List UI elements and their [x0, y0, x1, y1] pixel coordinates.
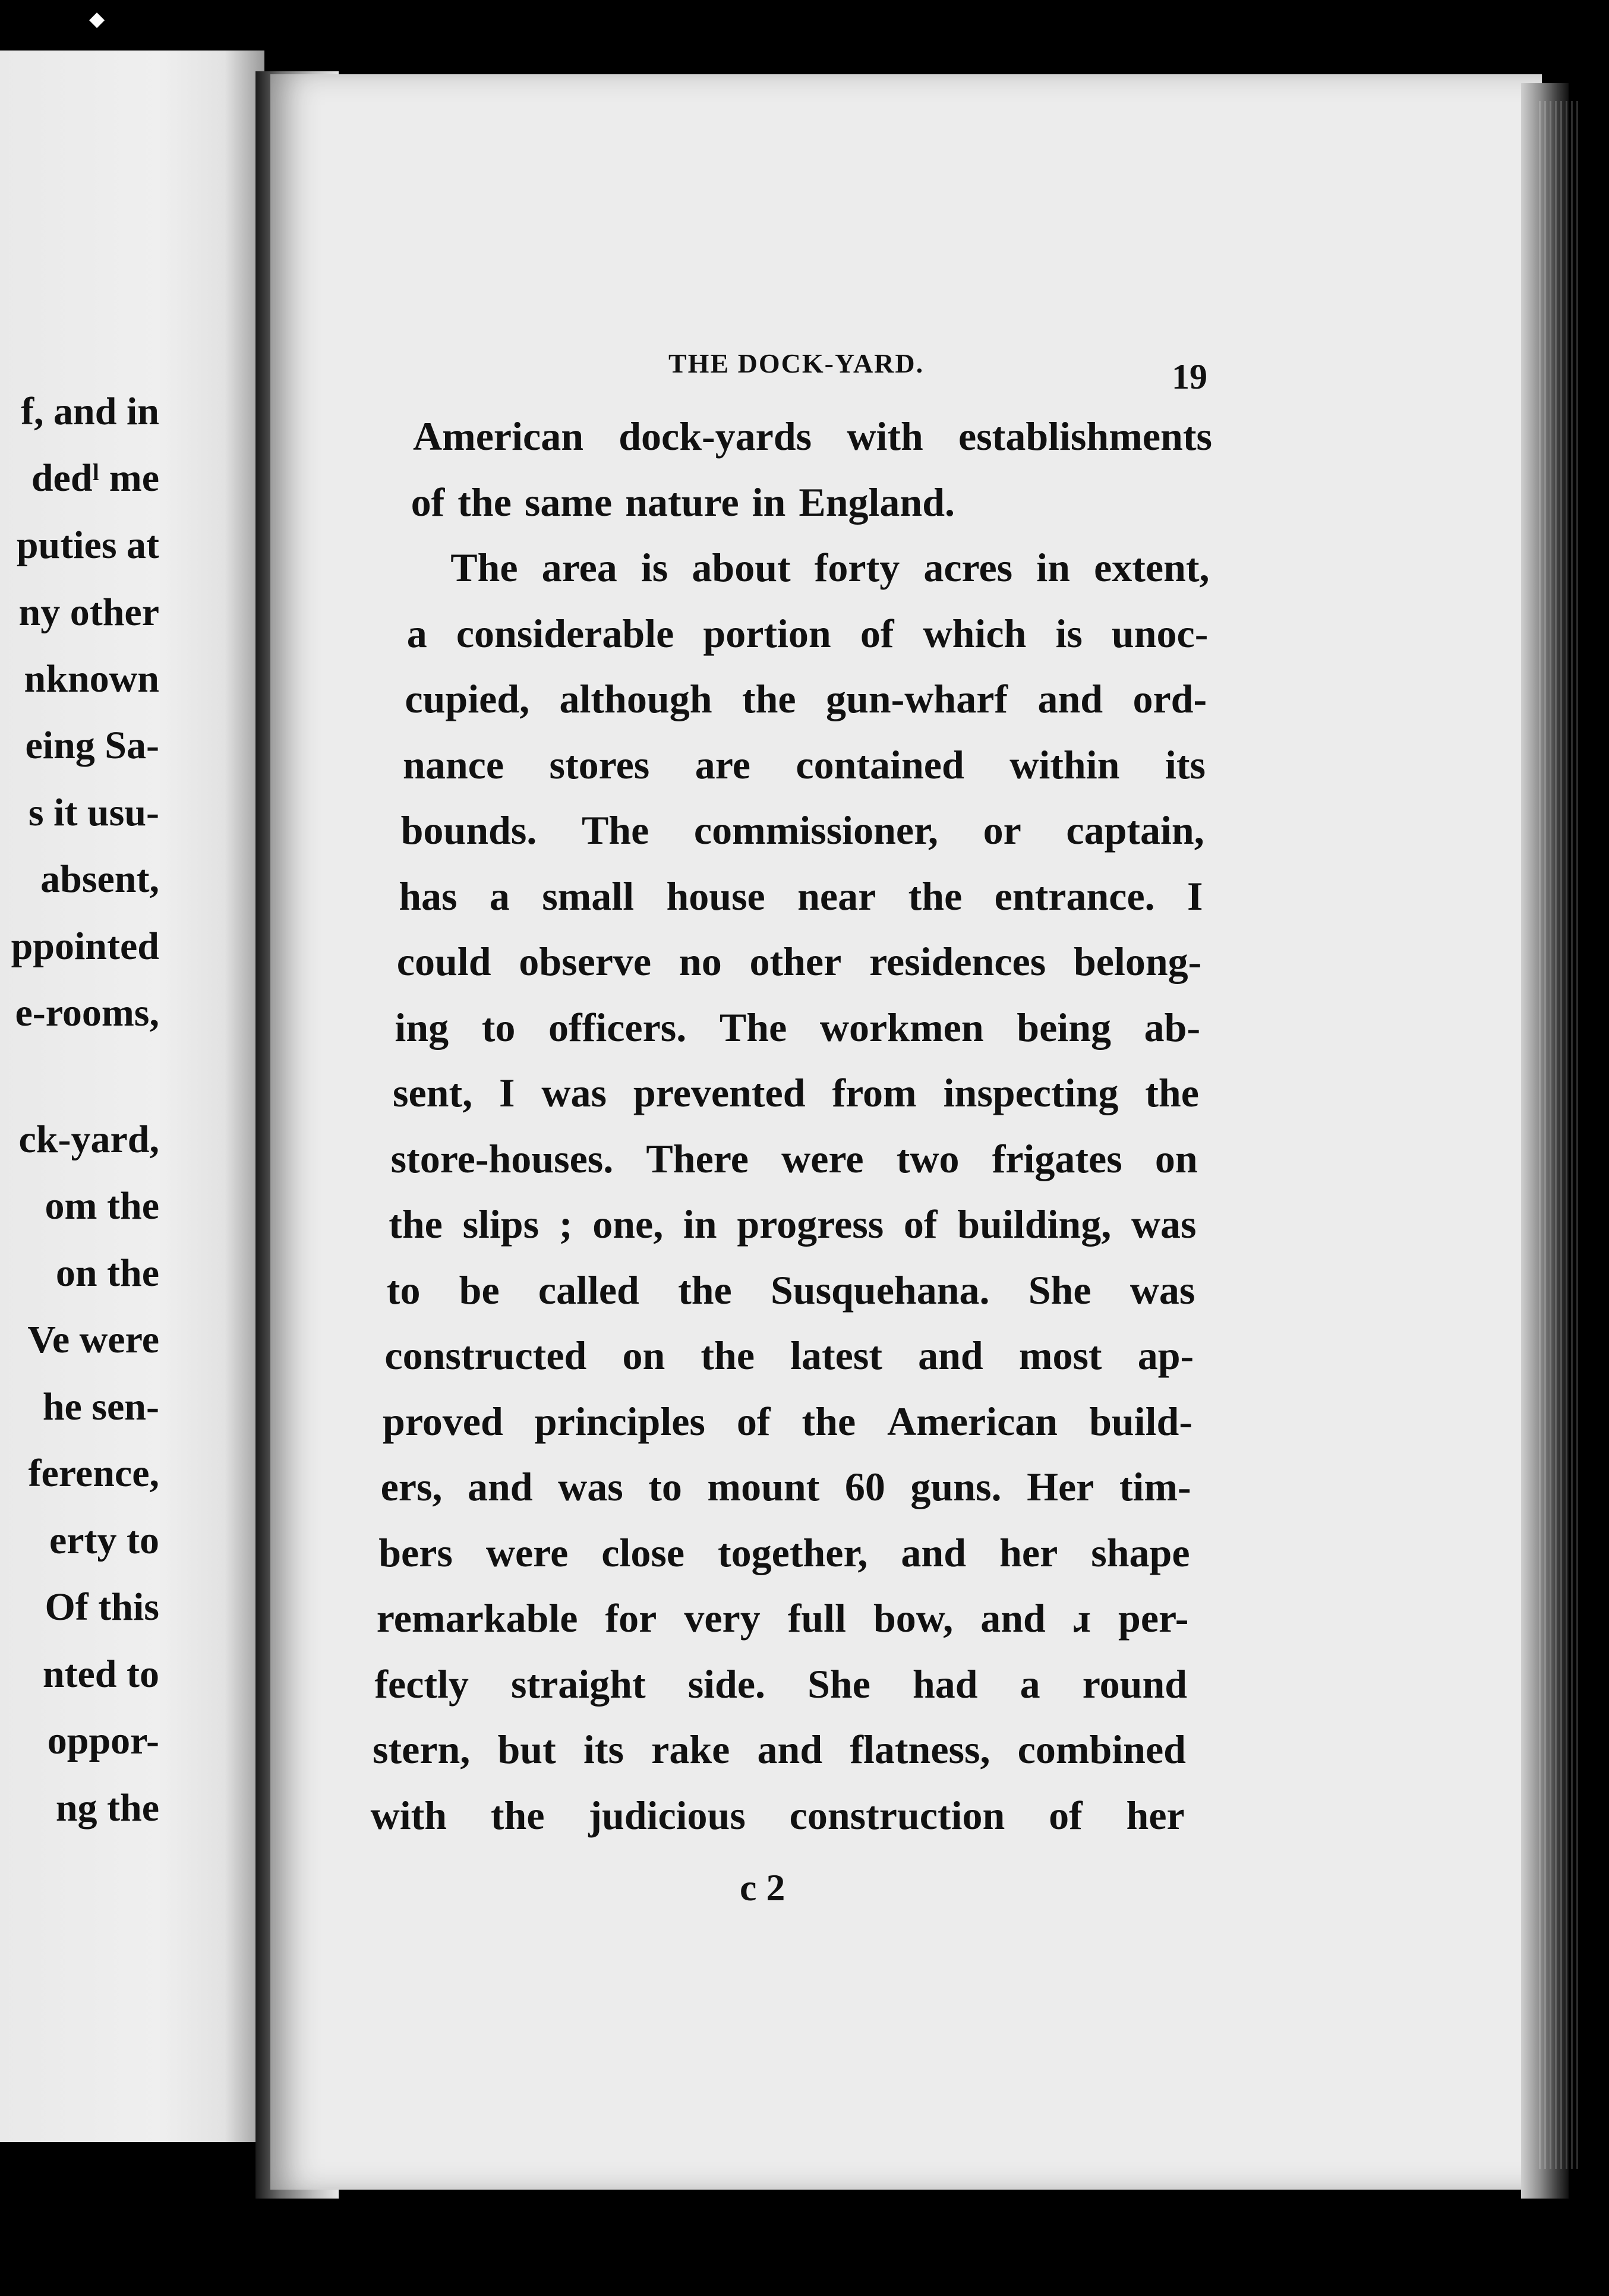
word: her	[999, 1529, 1058, 1575]
word: ɹ	[1072, 1595, 1091, 1641]
word: the	[389, 1201, 443, 1247]
word: to	[386, 1267, 421, 1313]
word: was	[1130, 1267, 1195, 1313]
word: was	[558, 1464, 623, 1509]
body-text-line	[391, 1138, 1198, 1179]
word: The	[581, 808, 649, 853]
left-page-line: absent,	[40, 857, 159, 901]
word: extent,	[1094, 545, 1210, 590]
body-text-line	[384, 1335, 1194, 1376]
word: dock-yards	[619, 414, 812, 459]
body-text-line	[403, 742, 1206, 787]
word: judicious	[588, 1792, 746, 1838]
word: were	[781, 1136, 864, 1181]
word: store-houses.	[390, 1136, 614, 1181]
word: observe	[519, 939, 652, 984]
word: American	[887, 1398, 1058, 1444]
word: of	[411, 479, 445, 525]
left-page-line: nted to	[42, 1652, 159, 1696]
word: England.	[799, 479, 955, 525]
word: was	[1131, 1201, 1197, 1247]
body-text-line	[378, 1529, 1190, 1575]
word: most	[1018, 1333, 1102, 1378]
left-page-line: e-rooms,	[15, 991, 159, 1035]
word: ;	[559, 1201, 573, 1247]
left-page-line: ppointed	[11, 925, 159, 968]
word: nature	[625, 479, 739, 525]
word: ing	[395, 1004, 449, 1050]
page-edge-stripes	[1539, 101, 1580, 2169]
word: its	[583, 1727, 624, 1772]
word: belong-	[1073, 939, 1202, 984]
word: and	[980, 1595, 1046, 1641]
word: in	[683, 1201, 717, 1247]
word: in	[1036, 545, 1070, 590]
body-text-line	[370, 1792, 1185, 1838]
word: on	[622, 1333, 665, 1378]
word: the	[802, 1398, 856, 1444]
word: were	[485, 1529, 569, 1575]
word: the	[1145, 1070, 1199, 1115]
word: full	[787, 1595, 846, 1641]
left-page-line: f, and in	[21, 390, 159, 433]
body-text-line	[397, 941, 1202, 982]
body-text-line	[450, 547, 1209, 588]
word: ord-	[1132, 676, 1207, 721]
word: the	[742, 676, 796, 721]
left-page-line: oppor-	[47, 1719, 159, 1762]
word: near	[797, 873, 876, 919]
word: could	[396, 939, 491, 984]
left-page-line: erty to	[49, 1519, 159, 1562]
body-text-line	[411, 479, 955, 525]
word: I	[499, 1070, 515, 1115]
word: stern,	[373, 1727, 471, 1772]
word: no	[679, 939, 722, 984]
word: stores	[549, 742, 650, 787]
word: 60	[844, 1464, 885, 1509]
word: rake	[651, 1727, 730, 1772]
word: to	[648, 1464, 682, 1509]
word: and	[757, 1727, 823, 1772]
word: ap-	[1137, 1333, 1194, 1378]
word: shape	[1091, 1529, 1190, 1575]
word: principles	[534, 1398, 705, 1444]
word: called	[538, 1267, 639, 1313]
body-text-line	[389, 1201, 1197, 1247]
word: of	[736, 1398, 771, 1444]
left-page-line: nknown	[24, 657, 159, 701]
word: bow,	[873, 1595, 954, 1641]
word: house	[666, 873, 765, 919]
word: Her	[1027, 1464, 1094, 1509]
left-page-line: ng the	[55, 1786, 159, 1830]
word: establishments	[958, 414, 1212, 459]
word: the	[490, 1792, 545, 1838]
body-text-line	[376, 1595, 1189, 1641]
word: of	[860, 610, 894, 656]
word: in	[752, 479, 786, 525]
word: There	[646, 1136, 749, 1181]
body-text-line	[381, 1466, 1191, 1507]
word: nance	[403, 742, 504, 787]
body-text-line	[405, 676, 1207, 721]
word: to	[481, 1004, 516, 1050]
word: area	[541, 545, 617, 590]
word: construction	[789, 1792, 1005, 1838]
word: building,	[957, 1201, 1112, 1247]
word: fectly	[374, 1661, 469, 1707]
word: within	[1009, 742, 1120, 787]
word: unoc-	[1111, 610, 1209, 656]
word: acres	[923, 545, 1013, 590]
word: round	[1082, 1661, 1188, 1707]
body-text-line	[383, 1398, 1192, 1444]
left-page-line: eing Sa-	[25, 724, 159, 767]
left-page-line: ny other	[18, 591, 159, 634]
body-text-line	[400, 808, 1204, 853]
word: build-	[1089, 1398, 1192, 1444]
body-text-line	[406, 610, 1209, 656]
word: She	[1028, 1267, 1091, 1313]
word: and	[467, 1464, 533, 1509]
page-number: 19	[1172, 357, 1207, 396]
running-head: THE DOCK-YARD.	[668, 348, 925, 379]
left-page-line: Ve were	[27, 1318, 159, 1361]
word: was	[541, 1070, 607, 1115]
word: which	[923, 610, 1027, 656]
word: with	[370, 1792, 447, 1838]
body-text-line	[386, 1267, 1195, 1313]
word: inspecting	[943, 1070, 1119, 1115]
word: frigates	[992, 1136, 1122, 1181]
word: side.	[687, 1661, 766, 1707]
body-text-line	[395, 1004, 1201, 1050]
word: and	[1037, 676, 1103, 721]
word: She	[807, 1661, 870, 1707]
word: progress	[737, 1201, 884, 1247]
word: I	[1187, 873, 1203, 919]
word: American	[413, 414, 584, 459]
left-page-line: Of this	[45, 1585, 159, 1629]
word: a	[1020, 1661, 1040, 1707]
word: gun-wharf	[825, 676, 1008, 721]
signature-mark: c 2	[740, 1866, 785, 1909]
word: and	[901, 1529, 967, 1575]
word: a	[489, 873, 510, 919]
word: the	[701, 1333, 755, 1378]
word: tim-	[1119, 1464, 1191, 1509]
word: her	[1126, 1792, 1185, 1838]
body-text-line	[373, 1729, 1186, 1770]
word: of	[1049, 1792, 1083, 1838]
body-text-line	[399, 873, 1203, 919]
word: although	[559, 676, 712, 721]
word: sent,	[393, 1070, 473, 1115]
word: had	[912, 1661, 978, 1707]
word: officers.	[548, 1004, 687, 1050]
word: forty	[814, 545, 900, 590]
word: bers	[378, 1529, 453, 1575]
word: Susquehana.	[770, 1267, 990, 1313]
word: of	[903, 1201, 938, 1247]
word: per-	[1118, 1595, 1189, 1641]
word: commissioner,	[693, 808, 939, 853]
word: one,	[592, 1201, 664, 1247]
word: same	[524, 479, 613, 525]
word: ers,	[380, 1464, 443, 1509]
word: straight	[510, 1661, 646, 1707]
word: considerable	[456, 610, 674, 656]
right-page	[270, 74, 1542, 2190]
word: remarkable	[376, 1595, 578, 1641]
word: very	[684, 1595, 761, 1641]
left-page-line: ck-yard,	[18, 1118, 159, 1161]
word: prevented	[633, 1070, 806, 1115]
word: close	[601, 1529, 684, 1575]
word: mount	[707, 1464, 820, 1509]
word: on	[1154, 1136, 1198, 1181]
body-text-line	[374, 1661, 1188, 1707]
word: together,	[718, 1529, 868, 1575]
word: combined	[1017, 1727, 1186, 1772]
word: bounds.	[400, 808, 537, 853]
word: small	[542, 873, 635, 919]
word: the	[908, 873, 963, 919]
word: from	[832, 1070, 917, 1115]
left-page-line: puties at	[16, 523, 159, 567]
word: but	[497, 1727, 556, 1772]
word: or	[983, 808, 1021, 853]
left-page-line: om the	[45, 1184, 159, 1228]
word: and	[918, 1333, 983, 1378]
word: guns.	[910, 1464, 1002, 1509]
word: other	[749, 939, 842, 984]
word: The	[719, 1004, 787, 1050]
left-page-line: dedˡ me	[31, 456, 159, 500]
word: constructed	[384, 1333, 587, 1378]
word: latest	[790, 1333, 882, 1378]
corner-mark: ◆	[89, 8, 105, 30]
word: has	[399, 873, 458, 919]
body-text-line	[413, 414, 1212, 459]
word: The	[450, 545, 518, 590]
word: flatness,	[850, 1727, 990, 1772]
word: its	[1165, 742, 1206, 787]
word: entrance.	[994, 873, 1155, 919]
word: with	[847, 414, 923, 459]
word: portion	[703, 610, 831, 656]
word: be	[459, 1267, 500, 1313]
word: workmen	[819, 1004, 984, 1050]
word: cupied,	[405, 676, 530, 721]
word: captain,	[1066, 808, 1204, 853]
word: ab-	[1144, 1004, 1201, 1050]
left-page-line: he sen-	[42, 1385, 159, 1428]
left-page-line: on the	[55, 1251, 159, 1295]
word: a	[406, 610, 427, 656]
word: two	[896, 1136, 960, 1181]
word: for	[605, 1595, 657, 1641]
word: contained	[796, 742, 964, 787]
word: the	[458, 479, 512, 525]
word: is	[1055, 610, 1083, 656]
left-page-line: ference,	[28, 1452, 159, 1495]
word: the	[678, 1267, 732, 1313]
word: proved	[383, 1398, 503, 1444]
word: slips	[462, 1201, 540, 1247]
left-page-line: s it usu-	[28, 791, 159, 834]
word: is	[641, 545, 668, 590]
word: residences	[869, 939, 1046, 984]
word: about	[692, 545, 791, 590]
body-text-line	[393, 1070, 1199, 1115]
word: being	[1017, 1004, 1112, 1050]
word: are	[695, 742, 750, 787]
